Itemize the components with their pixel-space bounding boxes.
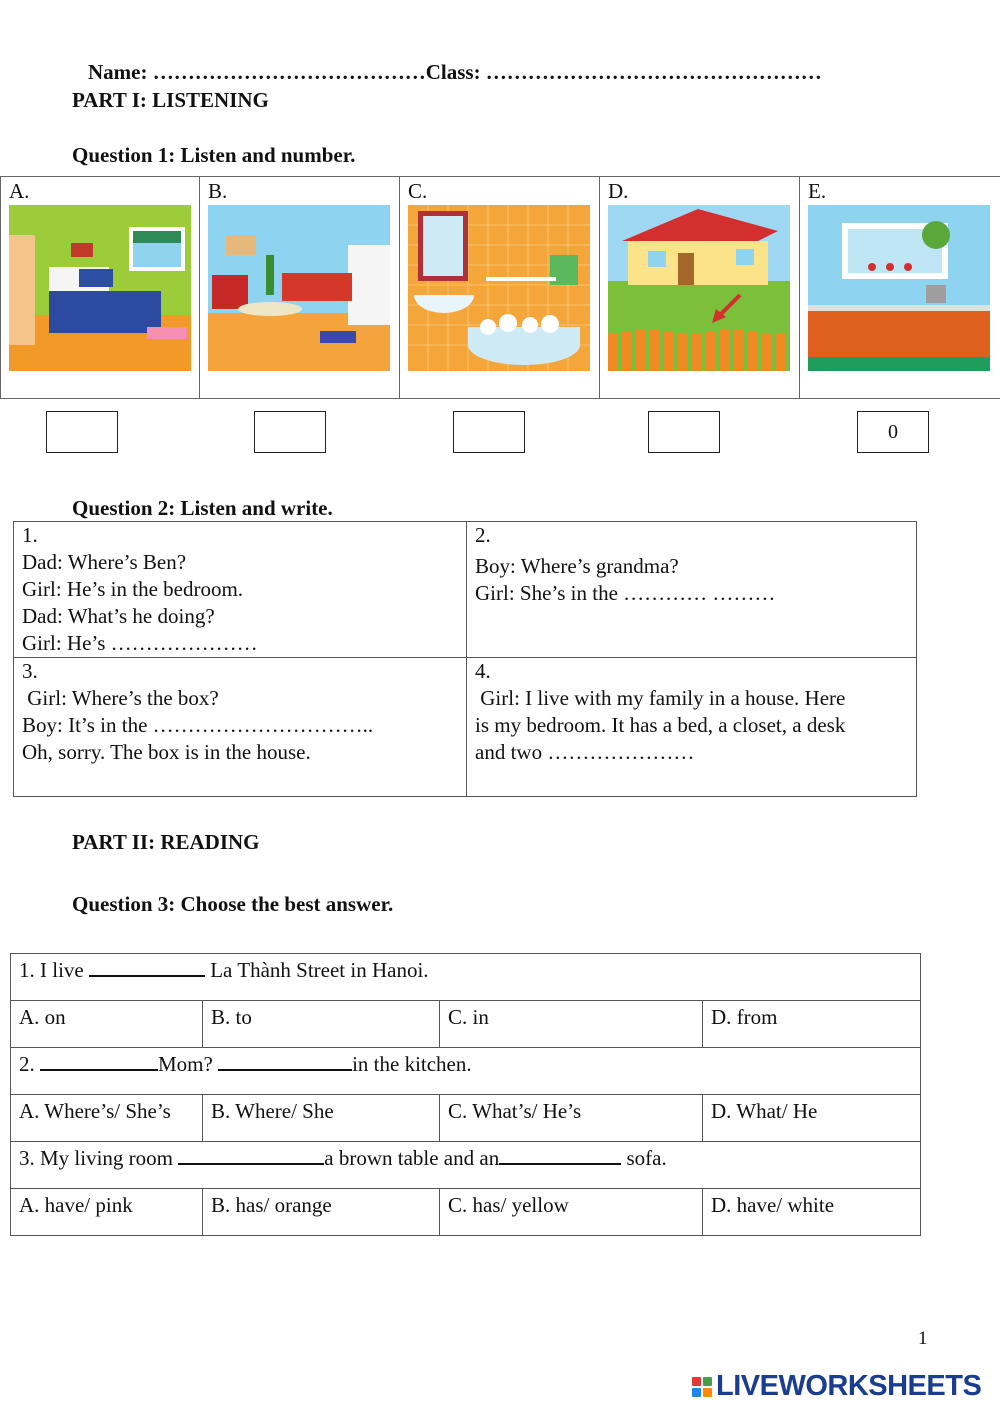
q2-cell-4-line-2: is my bedroom. It has a bed, a closet, a desk — [475, 713, 846, 737]
q2-cell-3-line-1: Girl: Where’s the box? — [22, 686, 219, 710]
q3-item-3-text-b: a brown table and an — [324, 1146, 500, 1170]
q3-item-3-option-a[interactable]: A. have/ pink — [11, 1189, 203, 1236]
q2-cell-1-line-4[interactable]: Girl: He’s ………………… — [22, 631, 258, 655]
q3-item-2-option-a[interactable]: A. Where’s/ She’s — [11, 1095, 203, 1142]
q3-item-3-option-c[interactable]: C. has/ yellow — [440, 1189, 703, 1236]
page-number: 1 — [918, 1328, 928, 1349]
q2-cell-3-number: 3. — [22, 659, 38, 683]
picture-label-c: C. — [408, 179, 428, 203]
q2-cell-2-number: 2. — [475, 523, 491, 547]
answer-box-e[interactable]: 0 — [857, 411, 929, 453]
name-class-line: Name: …………………………………Class: ………………………………………… — [88, 60, 822, 84]
picture-cell-c — [399, 177, 600, 398]
q3-item-2-text-c: in the kitchen. — [352, 1052, 472, 1076]
answer-box-a[interactable] — [46, 411, 118, 453]
question-3-table — [10, 953, 921, 1236]
kitchen-illustration — [808, 205, 990, 371]
q3-item-2-text-b: Mom? — [158, 1052, 219, 1076]
q3-item-2-blank-2[interactable] — [218, 1051, 352, 1071]
q3-item-3-question — [11, 1142, 921, 1189]
q3-item-3-text-a: 3. My living room — [19, 1146, 179, 1170]
part-1-heading: PART I: LISTENING — [72, 88, 269, 112]
q3-item-1-option-c[interactable]: C. in — [440, 1001, 703, 1048]
q3-item-1-question — [11, 954, 921, 1001]
q2-cell-4-line-3[interactable]: and two ………………… — [475, 740, 695, 764]
picture-label-b: B. — [208, 179, 228, 203]
part-2-heading: PART II: READING — [72, 830, 260, 854]
q2-cell-3-line-3: Oh, sorry. The box is in the house. — [22, 740, 311, 764]
logo-square — [703, 1377, 712, 1386]
picture-cell-b — [199, 177, 400, 398]
q3-item-2-question — [11, 1048, 921, 1095]
question-3-title: Question 3: Choose the best answer. — [72, 892, 394, 916]
q3-item-1-option-b[interactable]: B. to — [203, 1001, 440, 1048]
liveworksheets-logo — [692, 1370, 981, 1403]
q3-item-2-text-a: 2. — [19, 1052, 40, 1076]
picture-label-d: D. — [608, 179, 629, 203]
q2-cell-3-line-2[interactable]: Boy: It’s in the ………………………….. — [22, 713, 374, 737]
q3-item-1-text-a: 1. I live — [19, 958, 89, 982]
bedroom-illustration — [9, 205, 191, 371]
q3-item-1-option-a[interactable]: A. on — [11, 1001, 203, 1048]
logo-square — [703, 1388, 712, 1397]
q3-item-2-option-b[interactable]: B. Where/ She — [203, 1095, 440, 1142]
q3-item-3-option-d[interactable]: D. have/ white — [703, 1189, 921, 1236]
picture-label-a: A. — [9, 179, 30, 203]
q3-item-3-blank-2[interactable] — [499, 1145, 621, 1165]
picture-strip — [0, 176, 1000, 399]
q2-cell-4-number: 4. — [475, 659, 491, 683]
question-2-table — [13, 521, 917, 797]
picture-cell-a — [0, 177, 200, 398]
q3-item-3-option-b[interactable]: B. has/ orange — [203, 1189, 440, 1236]
q2-cell-4-line-1: Girl: I live with my family in a house. Here — [475, 686, 846, 710]
q2-cell-2-line-1: Boy: Where’s grandma? — [475, 554, 679, 578]
q2-cell-1-line-2: Girl: He’s in the bedroom. — [22, 577, 244, 601]
q2-cell-2 — [467, 522, 917, 658]
picture-cell-e — [799, 177, 1000, 398]
q2-cell-1 — [14, 522, 467, 658]
question-1-title: Question 1: Listen and number. — [72, 143, 356, 167]
picture-label-e: E. — [808, 179, 827, 203]
q3-item-2-option-d[interactable]: D. What/ He — [703, 1095, 921, 1142]
q3-item-1-blank[interactable] — [89, 957, 205, 977]
q2-cell-1-line-1: Dad: Where’s Ben? — [22, 550, 187, 574]
answer-box-d[interactable] — [648, 411, 720, 453]
answer-box-b[interactable] — [254, 411, 326, 453]
q3-item-2-option-c[interactable]: C. What’s/ He’s — [440, 1095, 703, 1142]
bathroom-illustration — [408, 205, 590, 371]
q3-item-3-blank-1[interactable] — [178, 1145, 324, 1165]
q3-item-1-text-b: La Thành Street in Hanoi. — [204, 958, 429, 982]
q2-cell-2-line-2[interactable]: Girl: She’s in the ………… ……… — [475, 581, 776, 605]
logo-squares-icon — [692, 1377, 712, 1397]
q3-item-1-option-d[interactable]: D. from — [703, 1001, 921, 1048]
answer-box-c[interactable] — [453, 411, 525, 453]
q2-cell-1-number: 1. — [22, 523, 38, 547]
q3-item-3-text-c: sofa. — [621, 1146, 667, 1170]
question-2-title: Question 2: Listen and write. — [72, 496, 333, 520]
garden-illustration — [608, 205, 790, 371]
q3-item-2-blank-1[interactable] — [40, 1051, 158, 1071]
q2-cell-3 — [14, 658, 467, 797]
logo-square — [692, 1377, 701, 1386]
picture-cell-d — [599, 177, 800, 398]
logo-square — [692, 1388, 701, 1397]
brand-name: LIVEWORKSHEETS — [716, 1370, 982, 1402]
q2-cell-1-line-3: Dad: What’s he doing? — [22, 604, 215, 628]
q2-cell-4 — [467, 658, 917, 797]
living-room-illustration — [208, 205, 390, 371]
